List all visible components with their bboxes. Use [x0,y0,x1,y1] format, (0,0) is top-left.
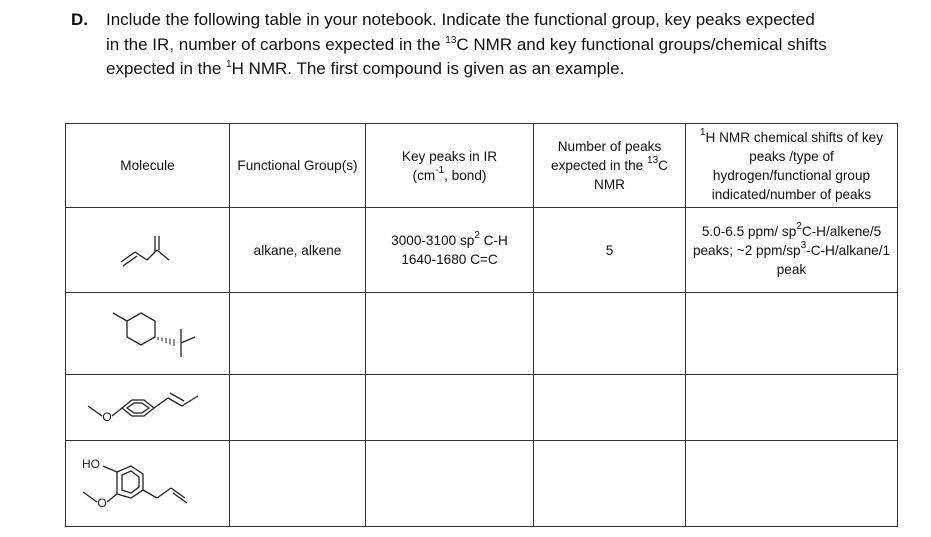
hnmr-text: C-H/alkene/5 peaks; ~2 ppm/sp [692,223,882,258]
header-functional-group: Functional Group(s) [230,124,366,208]
header-carbon-sup: 13 [647,155,659,166]
header-ir [366,124,534,208]
empty-cell [686,375,898,441]
hnmr-sup: 2 [796,220,802,232]
instruction-text [106,8,831,82]
hnmr-text: 5.0-6.5 ppm/ sp [701,223,797,239]
cyclohexane-molecule-structure [93,299,203,369]
instruction-part: Include the following table in your notebook. Indicate the functional group, key peaks expected in the IR, number of carbons expected in the [106,10,815,54]
header-hnmr-sup: 1 [699,126,706,138]
empty-cell [534,441,686,527]
table-row [66,208,898,293]
empty-cell [686,441,898,527]
header-hnmr-text: H NMR chemical shifts of key peaks /type of hydrogen/functional group indicated/number of peaks [705,129,884,202]
functional-group-cell: alkane, alkene [230,208,366,293]
molecule-cell [66,375,230,441]
oxygen-atom-label: O [101,409,112,424]
ir-text: 3000-3100 sp [391,233,475,248]
table-row [66,375,898,441]
ir-text: C-H [479,233,508,248]
instruction-part: H NMR. The first compound is given as an example. [231,59,625,78]
empty-cell [366,441,534,527]
ir-text: 1640-1680 C=C [401,252,498,267]
empty-cell [534,375,686,441]
instruction-sup: 13 [445,34,457,46]
header-row [66,124,898,208]
molecule-cell [66,293,230,375]
table-row [66,441,898,527]
header-carbon-text: Number of peaks expected in the [551,139,662,173]
empty-cell [366,375,534,441]
empty-cell [230,441,366,527]
proton-nmr-cell [686,208,898,293]
eugenol-molecule-structure [73,446,223,522]
oxygen-atom-label: O [96,495,107,510]
ir-sup: 2 [474,230,480,241]
ir-peaks-cell [366,208,534,293]
empty-cell [366,293,534,375]
question-label: D. [71,10,88,29]
header-ir-sup: -1 [435,164,445,176]
instruction-sup: 1 [226,59,232,70]
empty-cell [230,293,366,375]
molecule-cell [66,208,230,293]
header-ir-unit: , bond) [444,167,487,183]
header-proton-nmr [686,124,898,208]
hydroxyl-group-label: HO [81,456,100,471]
header-carbon-text: C NMR [594,158,668,192]
empty-cell [686,293,898,375]
empty-cell [230,375,366,441]
molecule-cell [66,441,230,527]
header-molecule: Molecule [66,124,230,208]
anethole-molecule-structure [78,378,218,438]
header-ir-text: Key peaks in IR [401,148,498,164]
hnmr-text: -C-H/alkane/1 peak [776,242,891,277]
hnmr-sup: 3 [800,239,807,251]
instruction-part: C NMR and key functional groups/chemical shifts expected in the [106,34,827,78]
empty-cell [534,293,686,375]
header-ir-unit: (cm [412,167,436,183]
table-row [66,293,898,375]
compound-table [65,123,898,527]
instruction-block [71,8,831,82]
example-molecule-structure [113,230,183,270]
header-carbon-nmr [534,124,686,208]
carbon-peaks-cell: 5 [534,208,686,293]
